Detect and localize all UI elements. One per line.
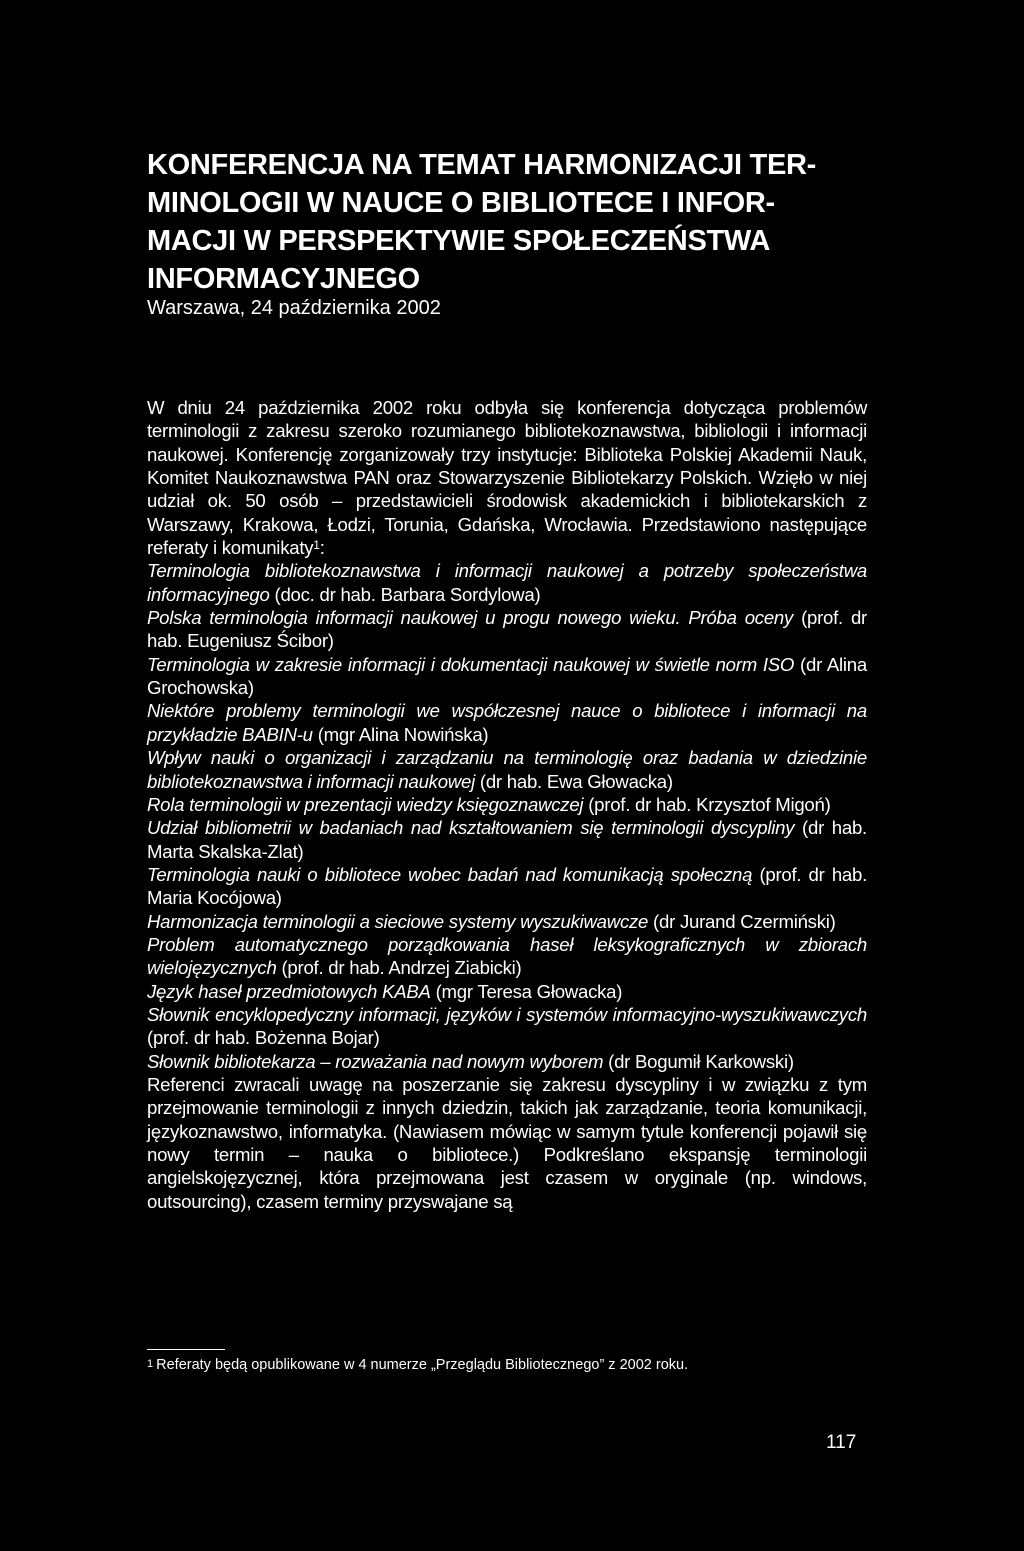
reference-title: Język haseł przedmiotowych KABA [147,980,431,1002]
reference-author: (mgr Alina Nowińska) [317,723,489,745]
reference-item [147,746,867,793]
intro-text: W dniu 24 października 2002 roku odbyła się konferencja dotycząca problemów terminologii z zakresu szeroko rozumianego bibliotekoznawstwa, bibliologii i informacji naukowej. Konferencję zorganizowały trzy instytucje: Biblioteka Polskiej Akademii Nauk, Komitet Naukoznawstwa PAN oraz Stowarzyszenie Bibliotekarzy Polskich. Wzięło w niej udział ok. 50 osób – przedstawicieli środowisk akademickich i bibliotekarskich z Warszawy, Krakowa, Łodzi, Torunia, Gdańska, Wrocławia. Przedstawiono następujące referaty i komunikaty [147,397,867,559]
reference-title: Udział bibliometrii w badaniach nad kształtowaniem się terminologii dyscypliny [147,817,795,839]
footnote-text: Referaty będą opublikowane w 4 numerze „Przeglądu Bibliotecznego” z 2002 roku. [156,1357,689,1373]
reference-author: (mgr Teresa Głowacka) [435,980,623,1002]
article-body [147,396,867,1213]
reference-author: (dr Jurand Czermiński) [653,910,836,932]
reference-title: Terminologia w zakresie informacji i dokumentacji naukowej w świetle norm ISO [147,653,795,675]
reference-author: (dr Alina Grochowska) [147,653,867,699]
reference-author: (dr Bogumił Karkowski) [608,1050,794,1072]
reference-author: (prof. dr hab. Eugeniusz Ścibor) [147,607,867,652]
intro-colon: : [319,537,325,559]
reference-item [147,1050,867,1073]
reference-item [147,699,867,746]
reference-title: Niektóre problemy terminologii we współczesnej nauce o bibliotece i informacji na przykładzie BABIN-u [147,700,867,745]
closing-paragraph: Referenci zwracali uwagę na poszerzanie się zakresu dyscypliny i w związku z tym przejmowanie terminologii z innych dziedzin, takich jak zarządzanie, teoria komunikacji, językoznawstwo, informatyka. (Nawiasem mówiąc w samym tytule konferencji pojawił się nowy termin – nauka o bibliotece.) Podkreślano ekspansję terminologii angielskojęzycznej, która przejmowana jest czasem w oryginale (np. windows, outsourcing), czasem terminy przyswajane są [147,1073,867,1212]
reference-title: Terminologia nauki o bibliotece wobec badań nad komunikacją społeczną [147,863,753,885]
footnote-mark: 1 [313,538,320,553]
page-number: 117 [826,1432,857,1453]
reference-item [147,559,867,606]
reference-title: Polska terminologia informacji naukowej u progu nowego wieku. Próba oceny [147,607,794,629]
reference-title: Harmonizacja terminologii a sieciowe systemy wyszukiwawcze [147,910,649,932]
reference-title: Problem automatycznego porządkowania haseł leksykograficznych w zbiorach wielojęzycznych [147,933,867,979]
reference-list [147,559,867,1073]
reference-author: (prof. dr hab. Maria Kocójowa) [147,863,868,909]
reference-title: Słownik bibliotekarza – rozważania nad nowym wyborem [147,1050,604,1072]
footnote-divider [147,1349,225,1350]
title-line: MACJI W PERSPEKTYWIE SPOŁECZEŃSTWA [147,225,771,257]
reference-title: Terminologia bibliotekoznawstwa i informacji naukowej a potrzeby społeczeństwa informacyjnego [147,560,867,605]
reference-title: Rola terminologii w prezentacji wiedzy księgoznawczej [147,793,584,815]
reference-title: Wpływ nauki o organizacji i zarządzaniu na terminologię oraz badania w dziedzinie bibliotekoznawstwa i informacji naukowej [147,747,867,792]
footnote-number: 1 [147,1358,154,1370]
title-line: KONFERENCJA NA TEMAT HARMONIZACJI TER- [147,149,817,181]
reference-item [147,863,867,910]
article-subtitle: Warszawa, 24 października 2002 [147,297,441,319]
reference-author: (prof. dr hab. Bożenna Bojar) [147,1027,380,1049]
footnote [147,1356,867,1374]
title-line: MINOLOGII W NAUCE O BIBLIOTECE I INFOR- [147,187,775,219]
article-title [147,146,877,298]
reference-item [147,910,867,933]
reference-item [147,793,867,816]
reference-author: (prof. dr hab. Krzysztof Migoń) [588,793,831,815]
reference-item [147,653,867,700]
reference-item [147,816,867,863]
reference-item [147,606,867,653]
reference-author: (doc. dr hab. Barbara Sordylowa) [274,583,541,605]
reference-item [147,980,867,1003]
reference-item [147,1003,867,1050]
reference-item [147,933,867,980]
reference-author: (dr hab. Ewa Głowacka) [479,770,673,792]
reference-title: Słownik encyklopedyczny informacji, języków i systemów informacyjno-wyszukiwawczych [147,1003,867,1025]
reference-author: (dr hab. Marta Skalska-Zlat) [147,817,867,862]
reference-author: (prof. dr hab. Andrzej Ziabicki) [281,957,522,979]
intro-paragraph [147,396,867,559]
title-line: INFORMACYJNEGO [147,263,420,295]
